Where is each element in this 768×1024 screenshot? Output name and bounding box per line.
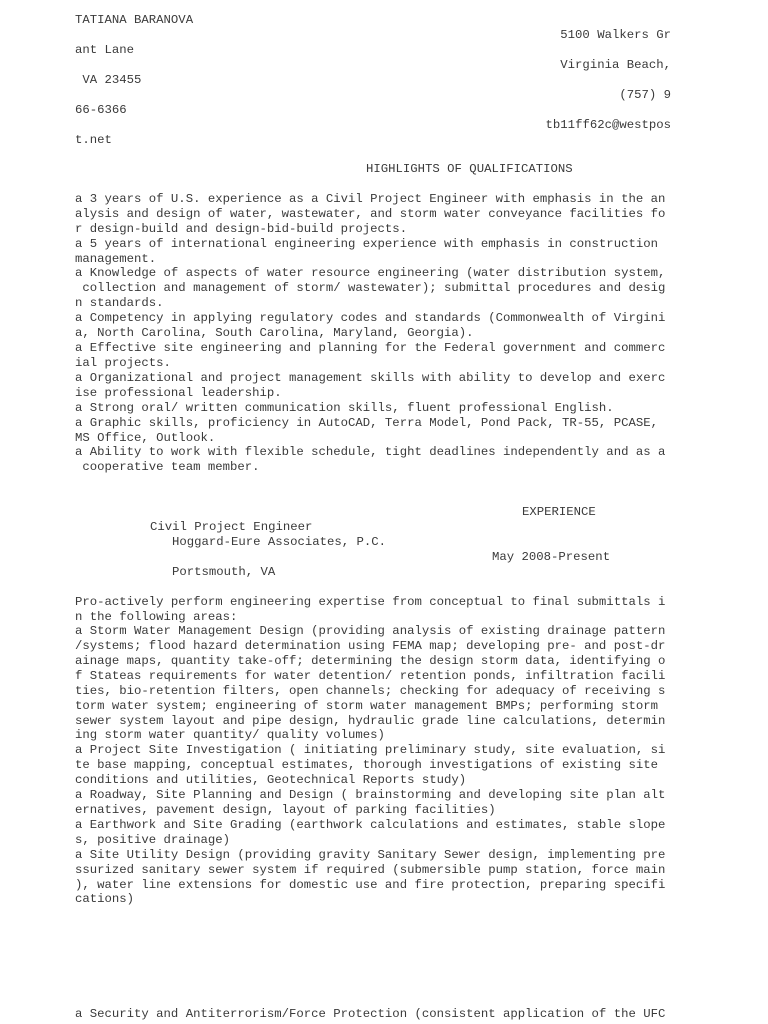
experience-line: a Earthwork and Site Grading (earthwork calculations and estimates, stable slope — [75, 818, 666, 832]
city-line-part1: Virginia Beach, — [560, 58, 671, 72]
highlights-line: a Organizational and project management skills with ability to develop and exerc — [75, 371, 666, 385]
highlights-line: r design-build and design-bid-build projects. — [75, 222, 408, 236]
job-dates: May 2008-Present — [492, 550, 611, 564]
experience-heading: EXPERIENCE — [522, 505, 596, 519]
highlights-line: cooperative team member. — [75, 460, 260, 474]
job-title: Civil Project Engineer — [150, 520, 313, 534]
phone-line-part2: 66-6366 — [75, 103, 127, 117]
highlights-line: a Ability to work with flexible schedule, tight deadlines independently and as a — [75, 445, 666, 459]
experience-line: ernatives, pavement design, layout of parking facilities) — [75, 803, 496, 817]
experience-line: /systems; flood hazard determination using FEMA map; developing pre- and post-dr — [75, 639, 666, 653]
highlights-line: MS Office, Outlook. — [75, 431, 216, 445]
experience-line: ing storm water quantity/ quality volumes) — [75, 728, 385, 742]
highlights-line: a Competency in applying regulatory codes and standards (Commonwealth of Virgini — [75, 311, 666, 325]
experience-line: a Storm Water Management Design (providing analysis of existing drainage pattern — [75, 624, 666, 638]
experience-line: a Project Site Investigation ( initiating preliminary study, site evaluation, si — [75, 743, 666, 757]
experience-line: ), water line extensions for domestic use and fire protection, preparing specifi — [75, 878, 666, 892]
highlights-line: n standards. — [75, 296, 164, 310]
highlights-line: a, North Carolina, South Carolina, Maryland, Georgia). — [75, 326, 474, 340]
highlights-line: ial projects. — [75, 356, 171, 370]
experience-line: a Site Utility Design (providing gravity Sanitary Sewer design, implementing pre — [75, 848, 666, 862]
experience-line: sewer system layout and pipe design, hydraulic grade line calculations, determin — [75, 714, 666, 728]
experience-line: f Stateas requirements for water detention/ retention ponds, infiltration facili — [75, 669, 666, 683]
address-line-part2: ant Lane — [75, 43, 135, 57]
experience-trailing-line: a Security and Antiterrorism/Force Protection (consistent application of the UFC — [75, 1007, 666, 1021]
city-line-part2: VA 23455 — [75, 73, 142, 87]
experience-line: te base mapping, conceptual estimates, thorough investigations of existing site — [75, 758, 658, 772]
experience-line: cations) — [75, 892, 135, 906]
experience-line: ssurized sanitary sewer system if required (submersible pump station, force main — [75, 863, 666, 877]
highlights-line: a 3 years of U.S. experience as a Civil Project Engineer with emphasis in the an — [75, 192, 666, 206]
highlights-line: ise professional leadership. — [75, 386, 282, 400]
highlights-line: a 5 years of international engineering experience with emphasis in construction — [75, 237, 658, 251]
company-name: Hoggard-Eure Associates, P.C. — [172, 535, 387, 549]
experience-line: ainage maps, quantity take-off; determining the design storm data, identifying o — [75, 654, 666, 668]
experience-line: n the following areas: — [75, 610, 238, 624]
experience-line: s, positive drainage) — [75, 833, 230, 847]
email-line-part2: t.net — [75, 133, 112, 147]
experience-line: Pro-actively perform engineering expertise from conceptual to final submittals i — [75, 595, 666, 609]
highlights-line: a Effective site engineering and planning for the Federal government and commerc — [75, 341, 666, 355]
phone-line-part1: (757) 9 — [619, 88, 671, 102]
highlights-heading: HIGHLIGHTS OF QUALIFICATIONS — [366, 162, 573, 176]
highlights-line: a Graphic skills, proficiency in AutoCAD, Terra Model, Pond Pack, TR-55, PCASE, — [75, 416, 658, 430]
email-line-part1: tb11ff62c@westpos — [545, 118, 671, 132]
experience-line: ties, bio-retention filters, open channels; checking for adequacy of receiving s — [75, 684, 666, 698]
job-location: Portsmouth, VA — [172, 565, 276, 579]
highlights-line: alysis and design of water, wastewater, and storm water conveyance facilities fo — [75, 207, 666, 221]
highlights-line: a Knowledge of aspects of water resource engineering (water distribution system, — [75, 266, 666, 280]
highlights-line: a Strong oral/ written communication skills, fluent professional English. — [75, 401, 614, 415]
highlights-line: management. — [75, 252, 157, 266]
experience-line: conditions and utilities, Geotechnical Reports study) — [75, 773, 467, 787]
experience-line: torm water system; engineering of storm water management BMPs; performing storm — [75, 699, 658, 713]
candidate-name: TATIANA BARANOVA — [75, 13, 194, 27]
address-line-part1: 5100 Walkers Gr — [560, 28, 671, 42]
highlights-line: collection and management of storm/ wastewater); submittal procedures and desig — [75, 281, 666, 295]
experience-line: a Roadway, Site Planning and Design ( brainstorming and developing site plan alt — [75, 788, 666, 802]
